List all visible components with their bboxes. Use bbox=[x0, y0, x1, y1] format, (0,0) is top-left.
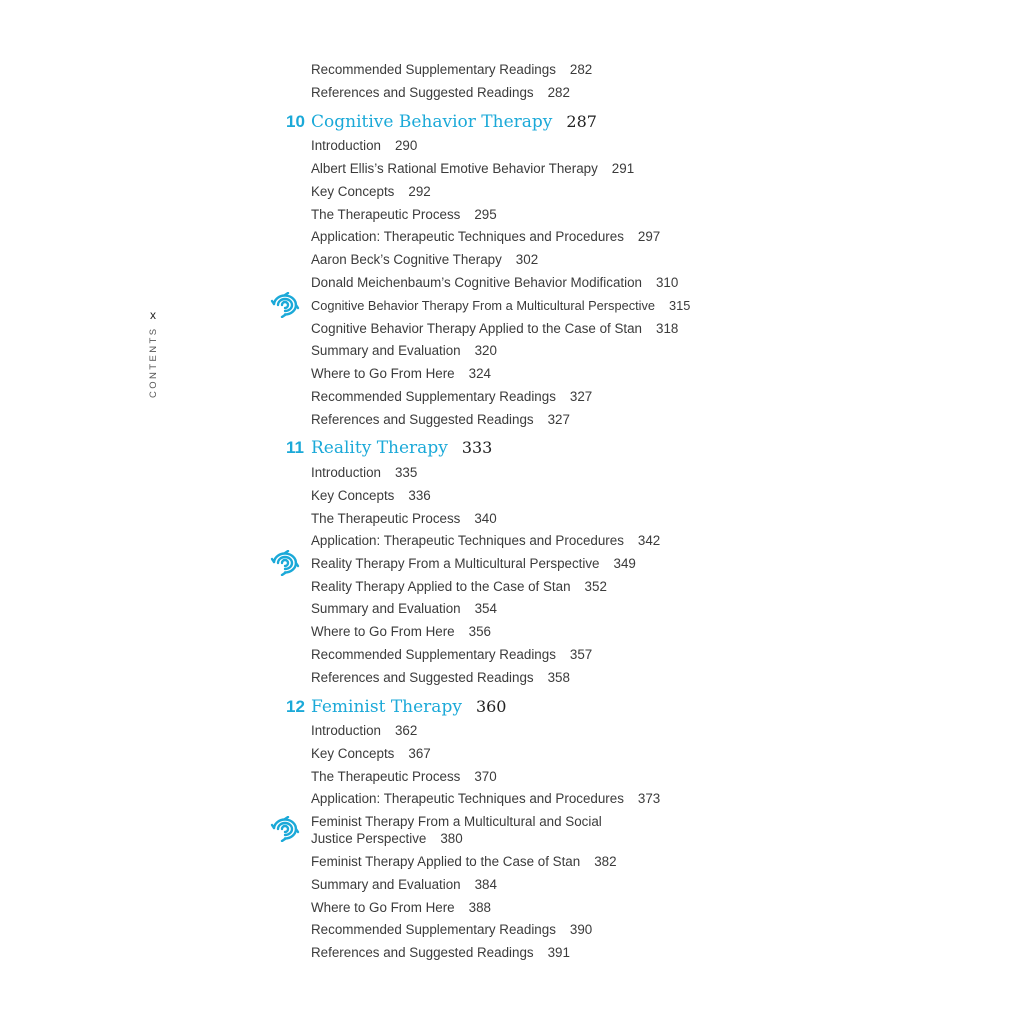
toc-entry[interactable]: Key Concepts 292 bbox=[311, 184, 431, 199]
toc-entry[interactable]: Key Concepts 367 bbox=[311, 746, 431, 761]
multicultural-swirl-icon bbox=[270, 816, 300, 842]
toc-entry[interactable]: Albert Ellis’s Rational Emotive Behavior Therapy 291 bbox=[311, 161, 635, 176]
multicultural-swirl-icon bbox=[270, 550, 300, 576]
toc-entry[interactable]: Aaron Beck’s Cognitive Therapy 302 bbox=[311, 252, 539, 267]
toc-entry[interactable]: Application: Therapeutic Techniques and Procedures 342 bbox=[311, 533, 661, 548]
toc-entry[interactable]: Summary and Evaluation 320 bbox=[311, 343, 497, 358]
toc-entry[interactable]: Introduction 335 bbox=[311, 465, 418, 480]
toc-entry[interactable]: Reality Therapy From a Multicultural Perspective 349 bbox=[311, 556, 636, 571]
toc-entry[interactable]: References and Suggested Readings 391 bbox=[311, 945, 570, 960]
toc-entry[interactable]: Application: Therapeutic Techniques and Procedures 297 bbox=[311, 229, 661, 244]
section-label: CONTENTS bbox=[148, 326, 159, 398]
toc-entry[interactable]: Key Concepts 336 bbox=[311, 488, 431, 503]
toc-entry[interactable]: Donald Meichenbaum’s Cognitive Behavior Modification 310 bbox=[311, 275, 679, 290]
toc-entry[interactable]: Recommended Supplementary Readings 327 bbox=[311, 389, 593, 404]
multicultural-swirl-icon bbox=[270, 292, 300, 318]
toc-entry[interactable]: Recommended Supplementary Readings 390 bbox=[311, 922, 593, 937]
toc-entry[interactable]: Cognitive Behavior Therapy Applied to the Case of Stan 318 bbox=[311, 321, 679, 336]
chapter-heading[interactable]: 10 Cognitive Behavior Therapy 287 bbox=[286, 112, 597, 132]
chapter-heading[interactable]: 11 Reality Therapy 333 bbox=[286, 438, 493, 458]
toc-entry[interactable]: Introduction 362 bbox=[311, 723, 418, 738]
toc-entry[interactable]: Feminist Therapy From a Multicultural and Social Justice Perspective 380 bbox=[311, 814, 602, 846]
toc-entry[interactable]: References and Suggested Readings 327 bbox=[311, 412, 570, 427]
toc-entry[interactable]: Recommended Supplementary Readings 282 bbox=[311, 62, 593, 77]
toc-entry[interactable]: Cognitive Behavior Therapy From a Multicultural Perspective 315 bbox=[311, 298, 691, 313]
toc-entry[interactable]: Introduction 290 bbox=[311, 138, 418, 153]
toc-entry[interactable]: The Therapeutic Process 370 bbox=[311, 769, 497, 784]
toc-entry[interactable]: Reality Therapy Applied to the Case of Stan 352 bbox=[311, 579, 607, 594]
toc-entry[interactable]: Where to Go From Here 356 bbox=[311, 624, 491, 639]
toc-entry[interactable]: Summary and Evaluation 354 bbox=[311, 601, 497, 616]
toc-entry[interactable]: Where to Go From Here 324 bbox=[311, 366, 491, 381]
toc-entry[interactable]: References and Suggested Readings 358 bbox=[311, 670, 570, 685]
toc-entry[interactable]: Where to Go From Here 388 bbox=[311, 900, 491, 915]
toc-entry[interactable]: The Therapeutic Process 340 bbox=[311, 511, 497, 526]
toc-entry[interactable]: The Therapeutic Process 295 bbox=[311, 207, 497, 222]
toc-entry[interactable]: Recommended Supplementary Readings 357 bbox=[311, 647, 593, 662]
toc-entry[interactable]: References and Suggested Readings 282 bbox=[311, 85, 570, 100]
page-numeral: x bbox=[150, 308, 156, 322]
toc-entry[interactable]: Feminist Therapy Applied to the Case of Stan 382 bbox=[311, 854, 617, 869]
toc-entry[interactable]: Summary and Evaluation 384 bbox=[311, 877, 497, 892]
toc-entry[interactable]: Application: Therapeutic Techniques and Procedures 373 bbox=[311, 791, 661, 806]
chapter-heading[interactable]: 12 Feminist Therapy 360 bbox=[286, 697, 507, 717]
